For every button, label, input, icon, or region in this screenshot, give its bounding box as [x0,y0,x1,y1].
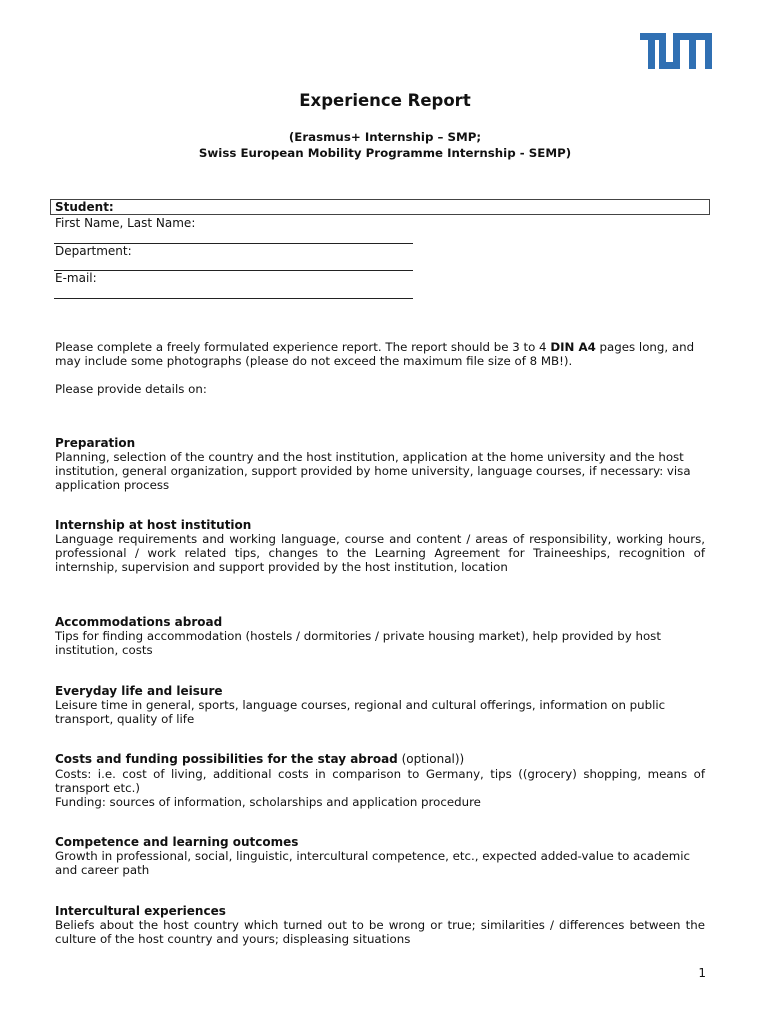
section-body-accommodations: Tips for finding accommodation (hostels / dormitories / private housing market), help provided by host institution, costs [55,629,661,658]
department-label: Department: [55,244,132,258]
section-heading-accommodations: Accommodations abroad [55,615,223,629]
section-heading-everyday-life: Everyday life and leisure [55,684,223,698]
first-last-name-label: First Name, Last Name: [55,216,196,230]
section-body-competence: Growth in professional, social, linguistic, intercultural competence, etc., expected added-value to academic and career path [55,849,691,878]
tum-logo [640,33,712,69]
student-header-box [50,199,710,215]
student-label: Student: [55,200,114,214]
section-body-costs: Costs: i.e. cost of living, additional costs in comparison to Germany, tips ((grocery) shopping, means of transport etc.) [55,767,705,796]
email-line [54,298,413,299]
section-heading-intercultural: Intercultural experiences [55,904,226,918]
subtitle-line-1: (Erasmus+ Internship – SMP; [288,130,482,144]
page-number: 1 [698,966,706,980]
section-heading-internship: Internship at host institution [55,518,252,532]
intro-din-a4: DIN A4 [550,340,596,354]
costs-funding-optional-note: (optional)) [397,752,465,766]
page-title: Experience Report [299,91,471,110]
intro-text-start: Please complete a freely formulated experience report. The report should be 3 to 4 [55,340,551,354]
section-body-everyday-life: Leisure time in general, sports, language courses, regional and cultural offerings, information on public transport, quality of life [55,698,666,727]
subtitle-line-2: Swiss European Mobility Programme Internship - SEMP) [198,146,572,160]
section-body-internship: Language requirements and working language, course and content / areas of responsibility, working hours, professional / work related tips, changes to the Learning Agreement for Traineeships, recognition of internship, supervision and support provided by the host institution, location [55,532,705,575]
intro-text-end: pages long, and may include some photographs (please do not exceed the maximum file size of 8 MB!). [55,340,695,369]
section-body-funding: Funding: sources of information, scholarships and application procedure [55,795,481,809]
section-body-preparation: Planning, selection of the country and the host institution, application at the home university and the host institution, general organization, support provided by home university, language courses, if necessary: visa application process [55,450,691,493]
section-heading-preparation: Preparation [55,436,136,450]
department-line [54,270,413,271]
details-prompt: Please provide details on: [55,382,207,396]
intro-paragraph [55,340,705,368]
costs-funding-title: Costs and funding possibilities for the stay abroad [55,752,398,766]
section-body-intercultural: Beliefs about the host country which turned out to be wrong or true; similarities / differences between the culture of the host country and yours; displeasing situations [55,918,705,947]
section-heading-competence: Competence and learning outcomes [55,835,299,849]
section-heading-costs-funding [55,752,464,766]
email-label: E-mail: [55,271,97,285]
